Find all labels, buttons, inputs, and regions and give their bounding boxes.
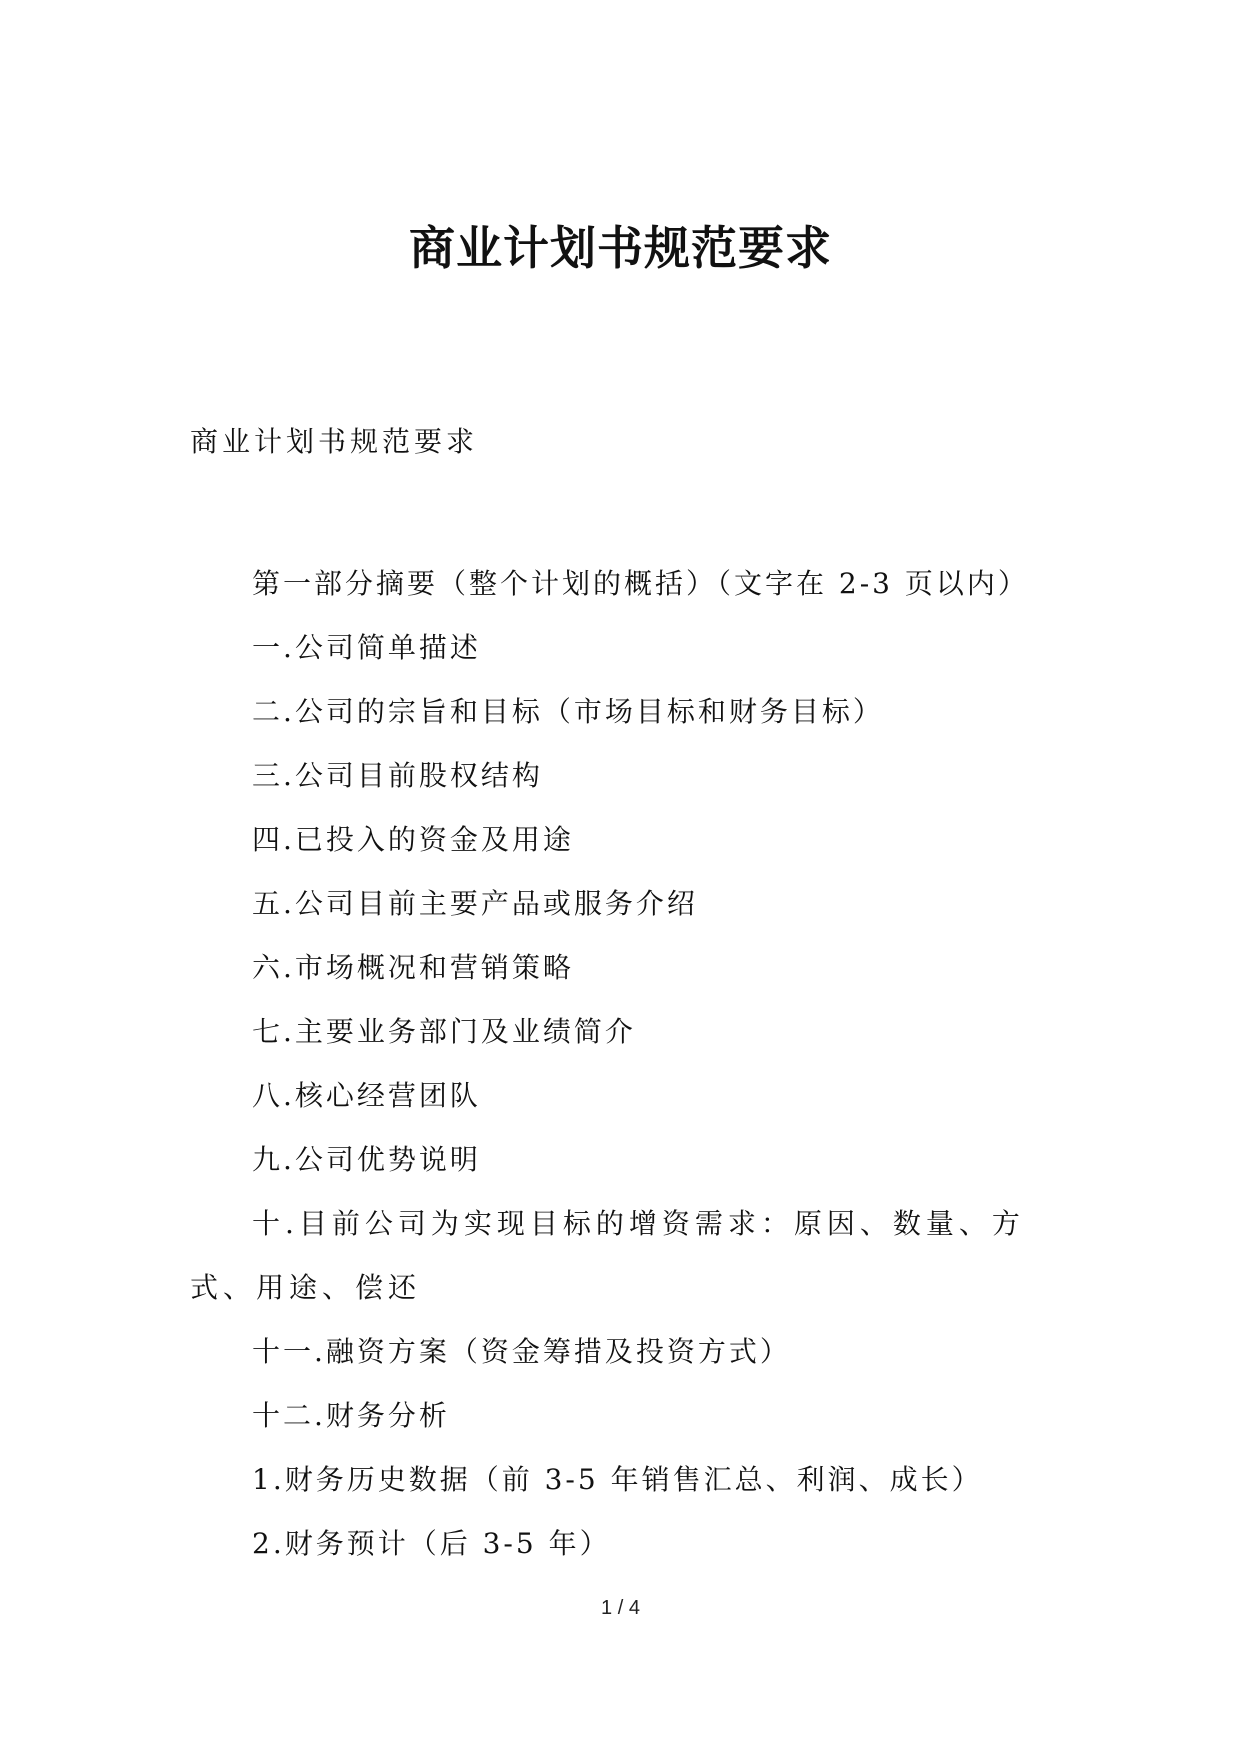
document-title: 商业计划书规范要求 (409, 221, 832, 275)
paragraph-item-5: 五.公司目前主要产品或服务介绍 (252, 887, 698, 920)
paragraph-item-8: 八.核心经营团队 (252, 1079, 481, 1112)
paragraph-item-3: 三.公司目前股权结构 (252, 759, 543, 792)
paragraph-subitem-1: 1.财务历史数据（前 3-5 年销售汇总、利润、成长） (252, 1463, 983, 1496)
paragraph-item-11: 十一.融资方案（资金筹措及投资方式） (252, 1335, 791, 1368)
paragraph-item-4: 四.已投入的资金及用途 (252, 823, 574, 856)
paragraph-item-10: 十.目前公司为实现目标的增资需求：原因、数量、方式、用途、偿还 (190, 1207, 1025, 1304)
paragraph-subitem-2: 2.财务预计（后 3-5 年） (252, 1527, 611, 1560)
document-body (190, 552, 1052, 1576)
paragraph-item-7: 七.主要业务部门及业绩简介 (252, 1015, 636, 1048)
page-number: 1 / 4 (601, 1597, 640, 1619)
paragraph-item-2: 二.公司的宗旨和目标（市场目标和财务目标） (252, 695, 884, 728)
paragraph-item-9: 九.公司优势说明 (252, 1143, 481, 1176)
paragraph-item-1: 一.公司简单描述 (252, 631, 481, 664)
paragraph-item-12: 十二.财务分析 (252, 1399, 450, 1432)
document-subtitle: 商业计划书规范要求 (190, 425, 479, 458)
paragraph-summary: 第一部分摘要（整个计划的概括）（文字在 2-3 页以内） (252, 567, 1029, 600)
paragraph-item-6: 六.市场概况和营销策略 (252, 951, 574, 984)
